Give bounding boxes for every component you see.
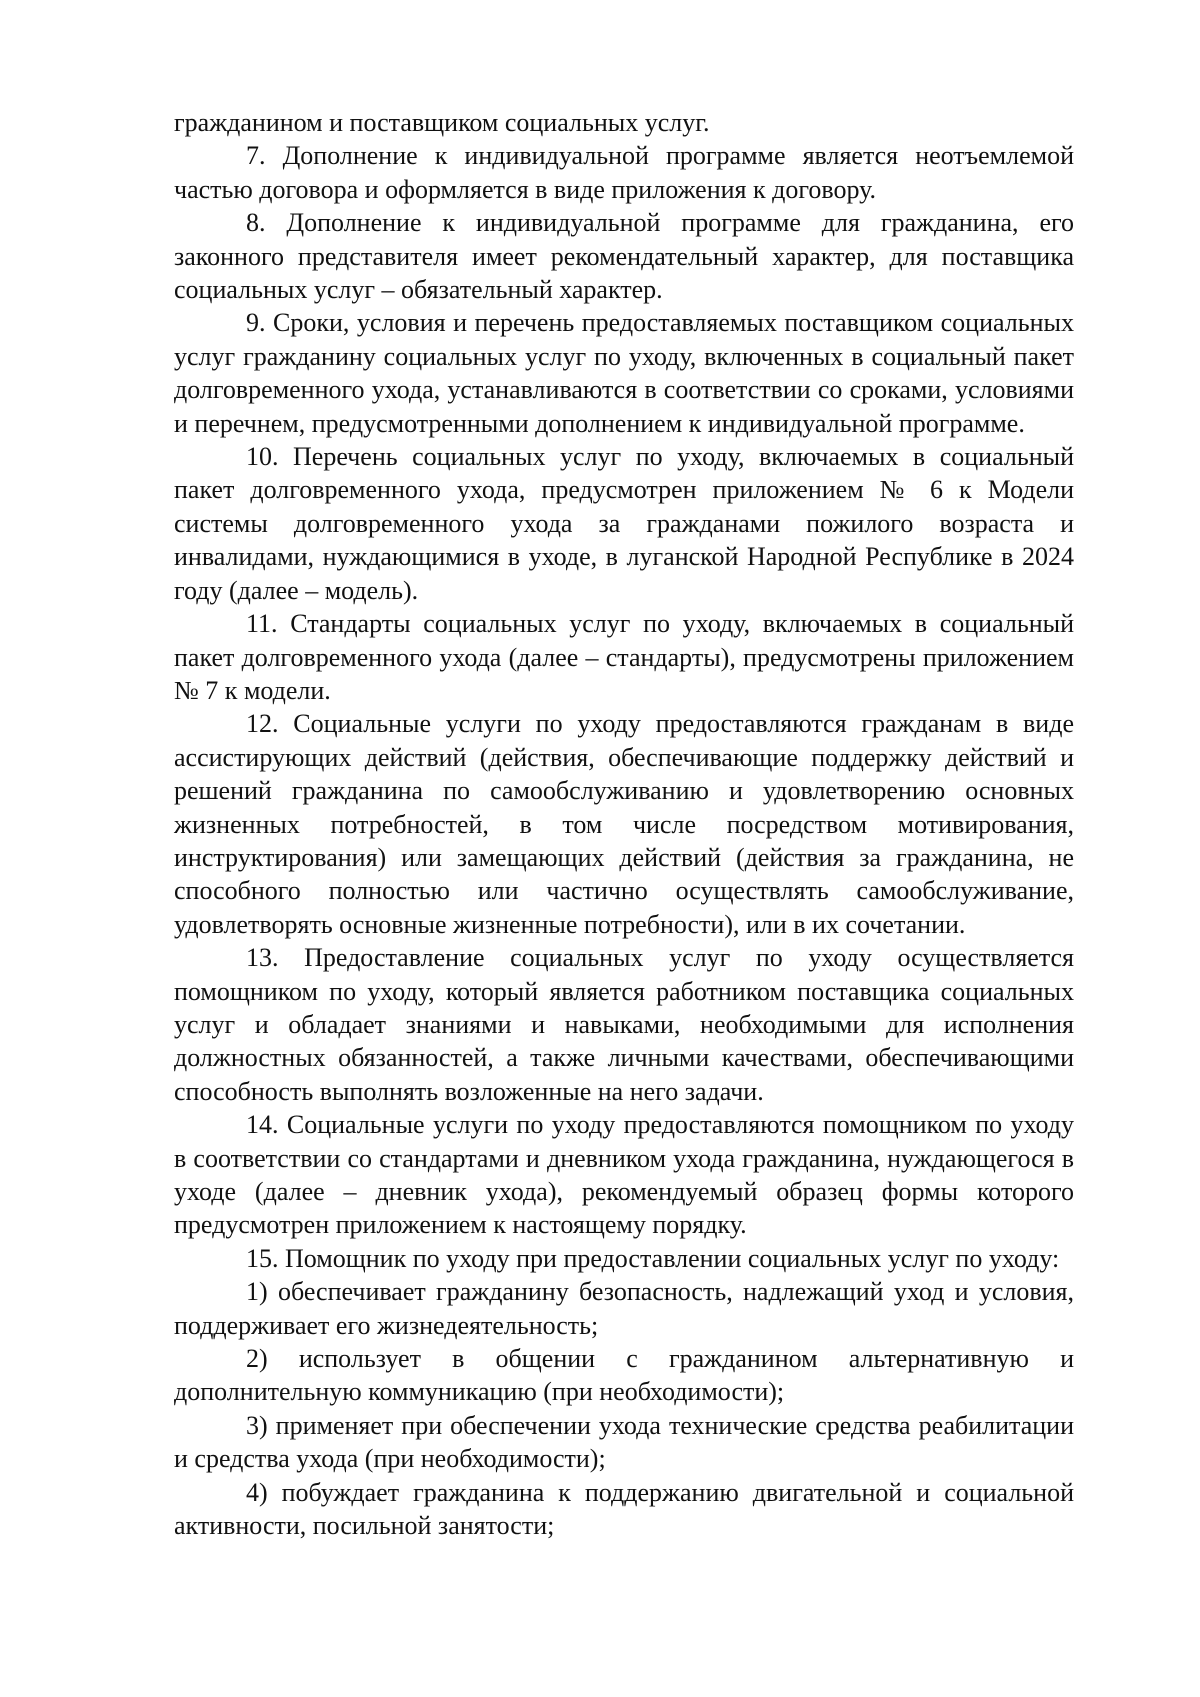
paragraph-10: 10. Перечень социальных услуг по уходу, включаемых в социальный пакет долговременного ухода, предусмотрен приложением № 6 к Модели системы долговременного ухода за гражданами пожилого возраста и инвалидами, нуждающимися в уходе, в луганской Народной Республике в 2024 году (далее – модель). — [174, 442, 1074, 605]
list-item-4: 4) побуждает гражданина к поддержанию двигательной и социальной активности, посильной занятости; — [174, 1477, 1074, 1541]
paragraph-continuation: гражданином и поставщиком социальных услуг. — [174, 108, 710, 137]
paragraph-12: 12. Социальные услуги по уходу предоставляются гражданам в виде ассистирующих действий (действия, обеспечивающие поддержку действий и решений гражданина по самообслуживанию и удовлетворению основных жизненных потребностей, в том числе посредством мотивирования, инструктирования) или замещающих действий (действия за гражданина, не способного полностью или частично осуществлять самообслуживание, удовлетворять основные жизненные потребности), или в их сочетании. — [174, 709, 1074, 939]
list-item-3: 3) применяет при обеспечении ухода технические средства реабилитации и средства ухода (при необходимости); — [174, 1410, 1074, 1474]
paragraph-14: 14. Социальные услуги по уходу предоставляются помощником по уходу в соответствии со стандартами и дневником ухода гражданина, нуждающегося в уходе (далее – дневник ухода), рекомендуемый образец формы которого предусмотрен приложением к настоящему порядку. — [174, 1110, 1074, 1240]
paragraph-7: 7. Дополнение к индивидуальной программе является неотъемлемой частью договора и оформляется в виде приложения к договору. — [174, 141, 1074, 204]
paragraph-15: 15. Помощник по уходу при предоставлении социальных услуг по уходу: — [246, 1243, 1060, 1273]
paragraph-8: 8. Дополнение к индивидуальной программе для гражданина, его законного представителя имеет рекомендательный характер, для поставщика социальных услуг – обязательный характер. — [174, 208, 1074, 305]
list-item-2: 2) использует в общении с гражданином альтернативную и дополнительную коммуникацию (при необходимости); — [174, 1344, 1074, 1407]
document-page — [174, 106, 1074, 1542]
paragraph-13: 13. Предоставление социальных услуг по уходу осуществляется помощником по уходу, который является работником поставщика социальных услуг и обладает знаниями и навыками, необходимыми для исполнения должностных обязанностей, а также личными качествами, обеспечивающими способность выполнять возложенные на него задачи. — [174, 943, 1074, 1106]
paragraph-9: 9. Сроки, условия и перечень предоставляемых поставщиком социальных услуг гражданину социальных услуг по уходу, включенных в социальный пакет долговременного ухода, устанавливаются в соответствии со сроками, условиями и перечнем, предусмотренными дополнением к индивидуальной программе. — [174, 308, 1074, 438]
list-item-1: 1) обеспечивает гражданину безопасность, надлежащий уход и условия, поддерживает его жизнедеятельность; — [174, 1277, 1074, 1340]
paragraph-11: 11. Стандарты социальных услуг по уходу, включаемых в социальный пакет долговременного ухода (далее – стандарты), предусмотрены приложением № 7 к модели. — [174, 609, 1074, 705]
